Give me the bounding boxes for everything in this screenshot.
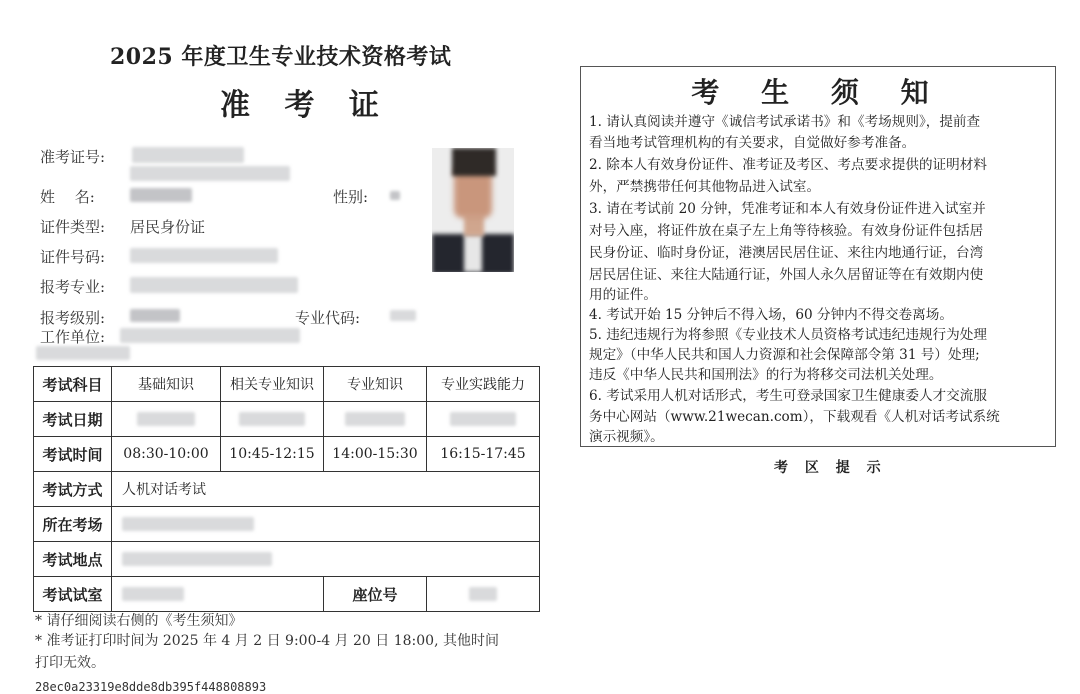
notice-line: 3. 请在考试前 20 分钟，凭准考证和本人有效身份证件进入试室并 — [589, 201, 986, 217]
ticket-no-label: 准考证号: — [40, 148, 106, 166]
workplace-label: 工作单位: — [40, 328, 106, 346]
card-title: 准 考 证 — [220, 88, 391, 123]
major-code-redacted — [390, 310, 416, 321]
time-cell: 10:45-12:15 — [221, 437, 324, 472]
location-header: 考试地点 — [34, 542, 112, 577]
notice-line: 用的证件。 — [589, 287, 657, 303]
name-redacted — [130, 188, 192, 202]
notice-line: 对号入座，将证件放在桌子左上角等待核验。有效身份证件包括居 — [589, 223, 984, 239]
room-header: 考试试室 — [34, 577, 112, 612]
name-label: 姓 名: — [40, 188, 95, 206]
notice-line: 外，严禁携带任何其他物品进入试室。 — [589, 179, 821, 195]
major-label: 报考专业: — [40, 278, 106, 296]
notice-line: 4. 考试开始 15 分钟后不得入场，60 分钟内不得交卷离场。 — [589, 307, 953, 323]
mode-header: 考试方式 — [34, 472, 112, 507]
exam-area-tips-heading: 考 区 提 示 — [774, 460, 887, 476]
subject-cell: 专业实践能力 — [427, 367, 540, 402]
level-redacted — [130, 309, 180, 322]
id-type-value: 居民身份证 — [130, 218, 206, 236]
workplace-redacted-2 — [36, 346, 130, 360]
date-cell — [112, 402, 221, 437]
candidate-notice-box — [580, 66, 1056, 447]
notice-line: 违反《中华人民共和国刑法》的行为将移交司法机关处理。 — [589, 367, 943, 383]
notice-line: 6. 考试采用人机对话形式，考生可登录国家卫生健康委人才交流服 — [589, 388, 987, 404]
notice-title: 考 生 须 知 — [691, 76, 945, 109]
ticket-no-redacted — [132, 147, 244, 163]
id-no-redacted — [130, 248, 278, 263]
candidate-photo — [432, 148, 514, 272]
subject-cell: 专业知识 — [324, 367, 427, 402]
notice-line: 民身份证、临时身份证，港澳居民居住证、来往内地通行证，台湾 — [589, 245, 984, 261]
ticket-no-redacted-2 — [130, 166, 290, 181]
workplace-redacted — [120, 328, 300, 343]
document-hash: 28ec0a23319e8dde8db395f448808893 — [35, 680, 267, 694]
center-value — [112, 507, 540, 542]
notice-line: 务中心网站（www.21wecan.com），下载观看《人机对话考试系统 — [589, 409, 1000, 425]
major-code-label: 专业代码: — [295, 309, 361, 327]
seat-value — [427, 577, 540, 612]
notice-line: 规定》（中华人民共和国人力资源和社会保障部令第 31 号）处理; — [589, 347, 980, 363]
note-line-2: * 准考证打印时间为 2025 年 4 月 2 日 9:00-4 月 20 日 18:00, 其他时间 — [35, 633, 499, 649]
date-header: 考试日期 — [34, 402, 112, 437]
id-type-label: 证件类型: — [40, 218, 106, 236]
subject-header: 考试科目 — [34, 367, 112, 402]
notice-line: 看当地考试管理机构的有关要求，自觉做好参考准备。 — [589, 135, 916, 151]
location-value — [112, 542, 540, 577]
notice-line: 居民居住证、来往大陆通行证，外国人永久居留证等在有效期内使 — [589, 267, 984, 283]
date-cell — [324, 402, 427, 437]
center-header: 所在考场 — [34, 507, 112, 542]
notice-line: 1. 请认真阅读并遵守《诚信考试承诺书》和《考场规则》，提前查 — [589, 114, 981, 130]
notice-line: 5. 违纪违规行为将参照《专业技术人员资格考试违纪违规行为处理 — [589, 327, 987, 343]
date-cell — [221, 402, 324, 437]
room-value — [112, 577, 324, 612]
note-line-1: * 请仔细阅读右侧的《考生须知》 — [35, 613, 243, 629]
subject-cell: 基础知识 — [112, 367, 221, 402]
time-cell: 16:15-17:45 — [427, 437, 540, 472]
note-line-3: 打印无效。 — [35, 655, 105, 671]
time-header: 考试时间 — [34, 437, 112, 472]
id-no-label: 证件号码: — [40, 248, 106, 266]
notice-line: 2. 除本人有效身份证件、准考证及考区、考点要求提供的证明材料 — [589, 157, 987, 173]
seat-header: 座位号 — [324, 577, 427, 612]
major-redacted — [130, 277, 298, 293]
gender-label: 性别: — [333, 188, 369, 206]
time-cell: 14:00-15:30 — [324, 437, 427, 472]
subject-cell: 相关专业知识 — [221, 367, 324, 402]
exam-title: 2025 年度卫生专业技术资格考试 — [110, 44, 452, 70]
time-cell: 08:30-10:00 — [112, 437, 221, 472]
level-label: 报考级别: — [40, 309, 106, 327]
date-cell — [427, 402, 540, 437]
gender-redacted — [390, 191, 400, 200]
mode-value: 人机对话考试 — [112, 472, 540, 507]
notice-line: 演示视频》。 — [589, 429, 664, 445]
exam-schedule-table — [33, 366, 540, 612]
